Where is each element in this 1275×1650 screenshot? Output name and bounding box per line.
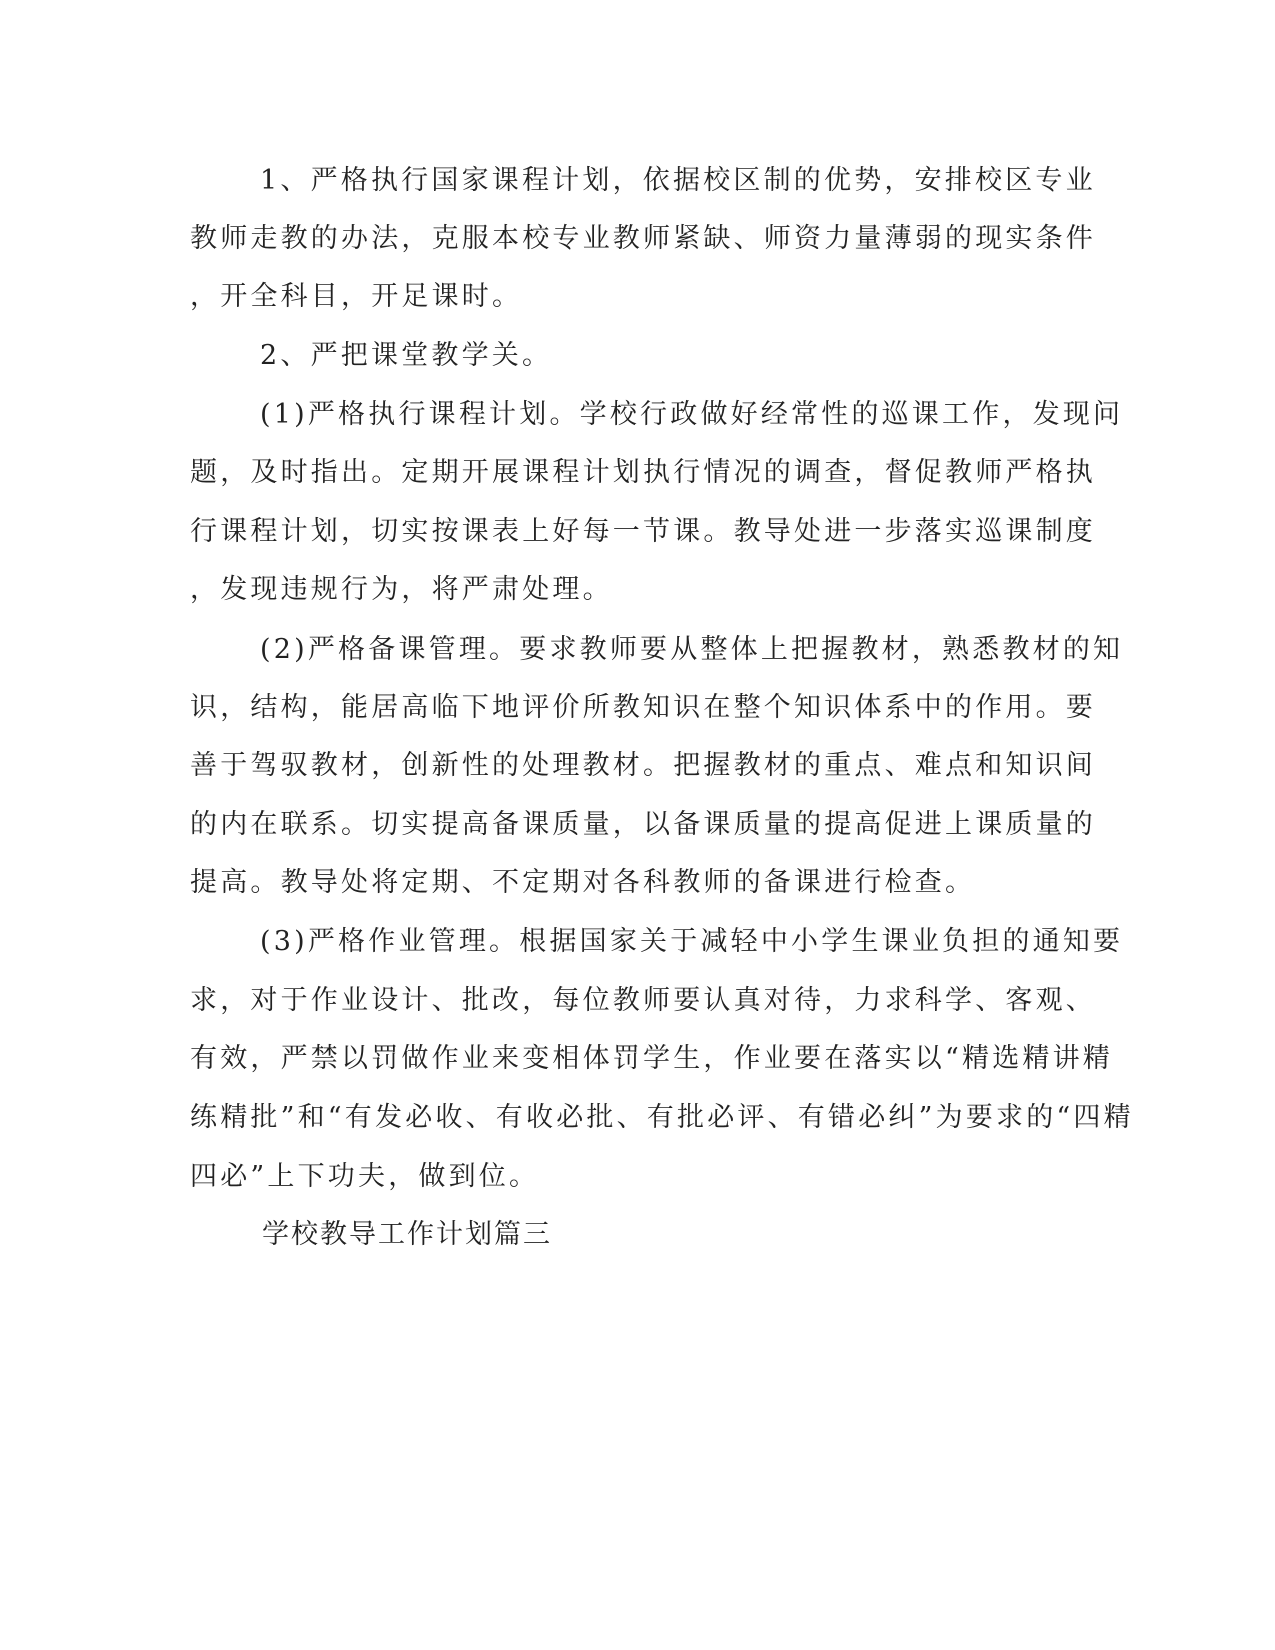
paragraph-3-line-4: ，发现违规行为，将严肃处理。: [190, 574, 613, 605]
paragraph-4-line-4: 的内在联系。切实提高备课质量，以备课质量的提高促进上课质量的: [190, 809, 1096, 840]
paragraph-1-line-3: ，开全科目，开足课时。: [190, 281, 523, 312]
paragraph-5-line-5: 四必”上下功夫，做到位。: [190, 1161, 540, 1192]
paragraph-5-line-1: (3)严格作业管理。根据国家关于减轻中小学生课业负担的通知要: [260, 926, 1124, 957]
paragraph-4-line-2: 识，结构，能居高临下地评价所教知识在整个知识体系中的作用。要: [190, 692, 1096, 723]
paragraph-5-line-4: 练精批”和“有发必收、有收必批、有批必评、有错必纠”为要求的“四精: [190, 1102, 1134, 1133]
paragraph-1-line-2: 教师走教的办法，克服本校专业教师紧缺、师资力量薄弱的现实条件: [190, 223, 1096, 254]
paragraph-3-line-1: (1)严格执行课程计划。学校行政做好经常性的巡课工作，发现问: [260, 399, 1124, 430]
paragraph-1-line-1: 1、严格执行国家课程计划，依据校区制的优势，安排校区专业: [260, 165, 1096, 196]
paragraph-4-line-3: 善于驾驭教材，创新性的处理教材。把握教材的重点、难点和知识间: [190, 750, 1096, 781]
paragraph-4-line-1: (2)严格备课管理。要求教师要从整体上把握教材，熟悉教材的知: [260, 634, 1124, 665]
paragraph-5-line-2: 求，对于作业设计、批改，每位教师要认真对待，力求科学、客观、: [190, 985, 1096, 1016]
paragraph-4-line-5: 提高。教导处将定期、不定期对各科教师的备课进行检查。: [190, 867, 976, 898]
paragraph-3-line-3: 行课程计划，切实按课表上好每一节课。教导处进一步落实巡课制度: [190, 516, 1096, 547]
paragraph-2-line-1: 2、严把课堂教学关。: [260, 340, 553, 371]
paragraph-5-line-3: 有效，严禁以罚做作业来变相体罚学生，作业要在落实以“精选精讲精: [190, 1043, 1114, 1074]
paragraph-3-line-2: 题，及时指出。定期开展课程计划执行情况的调查，督促教师严格执: [190, 457, 1096, 488]
section-heading: 学校教导工作计划篇三: [262, 1219, 552, 1250]
